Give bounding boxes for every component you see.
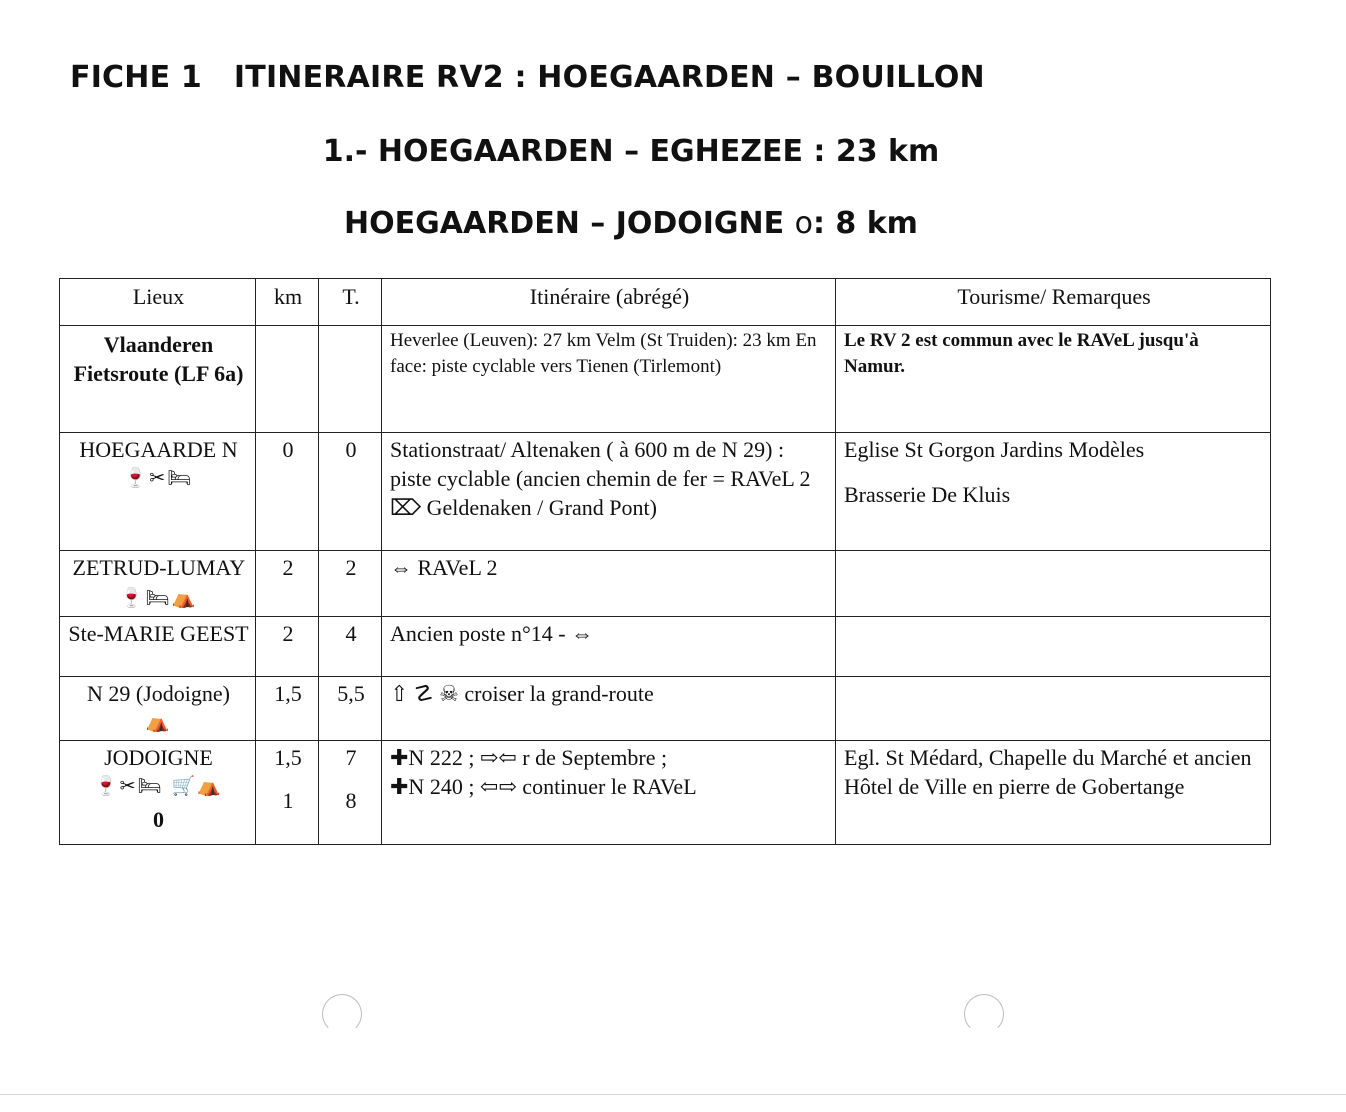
place-name: JODOIGNE — [104, 745, 213, 770]
place-cell — [60, 677, 256, 741]
place-name: ZETRUD-LUMAY — [72, 555, 245, 580]
km-cell: 1,5 — [256, 677, 319, 741]
total-cell — [319, 741, 382, 845]
header-lieux: Lieux — [60, 279, 256, 326]
total-cell: 0 — [319, 433, 382, 551]
page-title: FICHE 1 ITINERAIRE RV2 : HOEGAARDEN – BOUILLON — [70, 60, 985, 95]
place-cell — [60, 433, 256, 551]
total-value: 8 — [345, 788, 357, 813]
km-value: 1,5 — [274, 745, 302, 770]
services-icons: 🍷✂︎🛏 — [123, 467, 194, 489]
km-cell — [256, 741, 319, 845]
place-name: HOEGAARDE N — [79, 437, 238, 462]
header-t: T. — [319, 279, 382, 326]
table-row — [60, 326, 1271, 433]
total-cell: 2 — [319, 551, 382, 617]
remark-line: Brasserie De Kluis — [844, 482, 1011, 507]
header-tourisme: Tourisme/ Remarques — [836, 279, 1271, 326]
route-cell: Stationstraat/ Altenaken ( à 600 m de N 29) : piste cyclable (ancien chemin de fer = RAVeL 2 ⌦ Geldenaken / Grand Pont) — [382, 433, 836, 551]
table-row — [60, 433, 1271, 551]
ring-marker: o — [794, 206, 813, 241]
remarks-cell — [836, 617, 1271, 677]
place-name: N 29 (Jodoigne) — [87, 681, 230, 706]
remarks-cell: Egl. St Médard, Chapelle du Marché et ancien Hôtel de Ville en pierre de Gobertange — [836, 741, 1271, 845]
total-cell: 4 — [319, 617, 382, 677]
km-value: 1 — [282, 788, 294, 813]
place-cell — [60, 551, 256, 617]
remarks-cell — [836, 677, 1271, 741]
punch-hole-right — [964, 994, 1004, 1034]
itinerary-table — [59, 278, 1271, 845]
km-cell: 2 — [256, 551, 319, 617]
ring-marker: 0 — [153, 807, 164, 832]
place-cell: Ste-MARIE GEEST — [60, 617, 256, 677]
header-km: km — [256, 279, 319, 326]
route-cell: Heverlee (Leuven): 27 km Velm (St Truiden): 23 km En face: piste cyclable vers Tienen (Tirlemont) — [382, 326, 836, 433]
km-cell: 0 — [256, 433, 319, 551]
services-icons: 🍷🛏⛺ — [119, 587, 198, 609]
total-cell — [319, 326, 382, 433]
section-title: 1.- HOEGAARDEN – EGHEZEE : 23 km — [322, 134, 940, 169]
remarks-cell: Le RV 2 est commun avec le RAVeL jusqu'à Namur. — [836, 326, 1271, 433]
page-edge — [0, 1094, 1346, 1095]
place-cell: Vlaanderen Fietsroute (LF 6a) — [60, 326, 256, 433]
remarks-cell — [836, 433, 1271, 551]
services-icons: 🍷✂︎🛏 🛒⛺ — [93, 775, 224, 797]
table-row — [60, 741, 1271, 845]
route-cell: ⇧ ☡ ☠ croiser la grand-route — [382, 677, 836, 741]
subsection-title — [0, 206, 1262, 241]
subsection-title-distance: : 8 km — [812, 206, 918, 241]
table-row — [60, 617, 1271, 677]
table-header-row — [60, 279, 1271, 326]
route-cell: ⇔ RAVeL 2 — [382, 551, 836, 617]
table-row — [60, 551, 1271, 617]
place-cell — [60, 741, 256, 845]
km-cell — [256, 326, 319, 433]
km-cell: 2 — [256, 617, 319, 677]
total-value: 7 — [345, 745, 357, 770]
punch-hole-left — [322, 994, 362, 1034]
total-cell: 5,5 — [319, 677, 382, 741]
route-line: ✚N 222 ; ⇨⇦ r de Septembre ; — [390, 745, 668, 770]
table-row — [60, 677, 1271, 741]
route-line: ✚N 240 ; ⇦⇨ continuer le RAVeL — [390, 774, 697, 799]
subsection-title-main: HOEGAARDEN – JODOIGNE — [344, 206, 795, 241]
remark-line: Eglise St Gorgon Jardins Modèles — [844, 437, 1145, 462]
route-cell: Ancien poste n°14 - ⇔ — [382, 617, 836, 677]
route-cell — [382, 741, 836, 845]
remarks-cell — [836, 551, 1271, 617]
header-itineraire: Itinéraire (abrégé) — [382, 279, 836, 326]
campsite-icon: ⛺ — [145, 711, 172, 733]
